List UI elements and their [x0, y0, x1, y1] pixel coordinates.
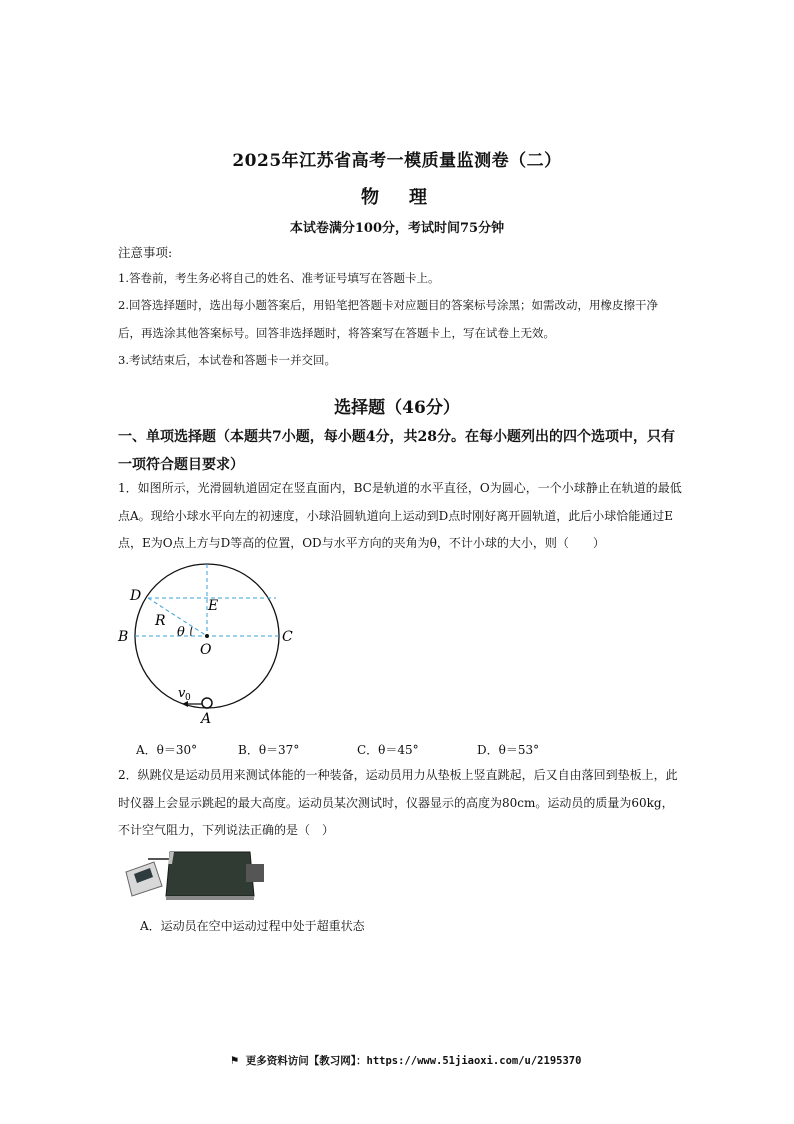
page-title: 2025年江苏省高考一模质量监测卷（二）: [232, 151, 562, 171]
label-a: A: [201, 711, 212, 727]
circle-track-figure: [112, 552, 312, 732]
part-title: 一、单项选择题（本题共7小题，每小题4分，共28分。在每小题列出的四个选项中，只有一项符合题目要求）: [118, 429, 675, 473]
question-2-text: 2．纵跳仪是运动员用来测试体能的一种装备，运动员用力从垫板上竖直跳起，后又自由落回到垫板上，此时仪器上会显示跳起的最大高度。运动员某次测试时，仪器显示的高度为80cm。运动员的质量为60kg，不计空气阻力，下列说法正确的是（ ）: [118, 768, 678, 837]
label-d: D: [130, 588, 142, 604]
label-r: R: [155, 613, 166, 629]
label-o: O: [200, 642, 212, 658]
theta-arc: [191, 627, 192, 636]
notice-item-3: 3.考试结束后，本试卷和答题卡一并交回。: [118, 353, 336, 367]
label-v0: v: [178, 686, 186, 701]
notice-heading: 注意事项:: [118, 245, 173, 260]
pad-connector: [246, 864, 264, 882]
jump-pad: [166, 852, 254, 896]
subject-title: 物 理: [361, 187, 433, 208]
q1-option-a: A．θ＝30°: [136, 743, 198, 757]
label-theta: θ: [177, 625, 185, 640]
label-e: E: [208, 598, 219, 614]
footer-link[interactable]: [230, 1053, 581, 1068]
q2-option-a: A．运动员在空中运动过程中处于超重状态: [140, 919, 365, 933]
pad-base: [166, 896, 254, 900]
jump-device-image: [118, 850, 270, 906]
question-1-text: 1．如图所示，光滑圆轨道固定在竖直面内，BC是轨道的水平直径，O为圆心，一个小球静止在轨道的最低点A。现给小球水平向左的初速度，小球沿圆轨道向上运动到D点时刚好离开圆轨道，此后小球恰能通过E点，E为O点上方与D等高的位置，OD与水平方向的夹角为θ，不计小球的大小，则（ ）: [118, 481, 682, 550]
ball-a: [202, 698, 212, 708]
q1-option-d: D．θ＝53°: [477, 743, 540, 757]
q1-option-b: B．θ＝37°: [238, 743, 300, 757]
flag-icon: ⚑: [230, 1055, 240, 1067]
notice-item-2: 2.回答选择题时，选出每小题答案后，用铅笔把答题卡对应题目的答案标号涂黑；如需改动，用橡皮擦干净后，再选涂其他答案标号。回答非选择题时，将答案写在答题卡上，写在试卷上无效。: [118, 298, 658, 340]
footer-text: 更多资料访问【教习网】：https://www.51jiaoxi.com/u/2195370: [245, 1055, 582, 1067]
exam-info: 本试卷满分100分，考试时间75分钟: [289, 221, 505, 236]
notice-item-1: 1.答卷前，考生务必将自己的姓名、准考证号填写在答题卡上。: [118, 271, 440, 285]
section-title: 选择题（46分）: [334, 398, 460, 418]
label-c: C: [282, 629, 293, 645]
label-v0-subscript: 0: [185, 693, 191, 703]
label-b: B: [118, 629, 129, 645]
q1-option-c: C．θ＝45°: [357, 743, 419, 757]
center-o-dot: [205, 634, 209, 638]
